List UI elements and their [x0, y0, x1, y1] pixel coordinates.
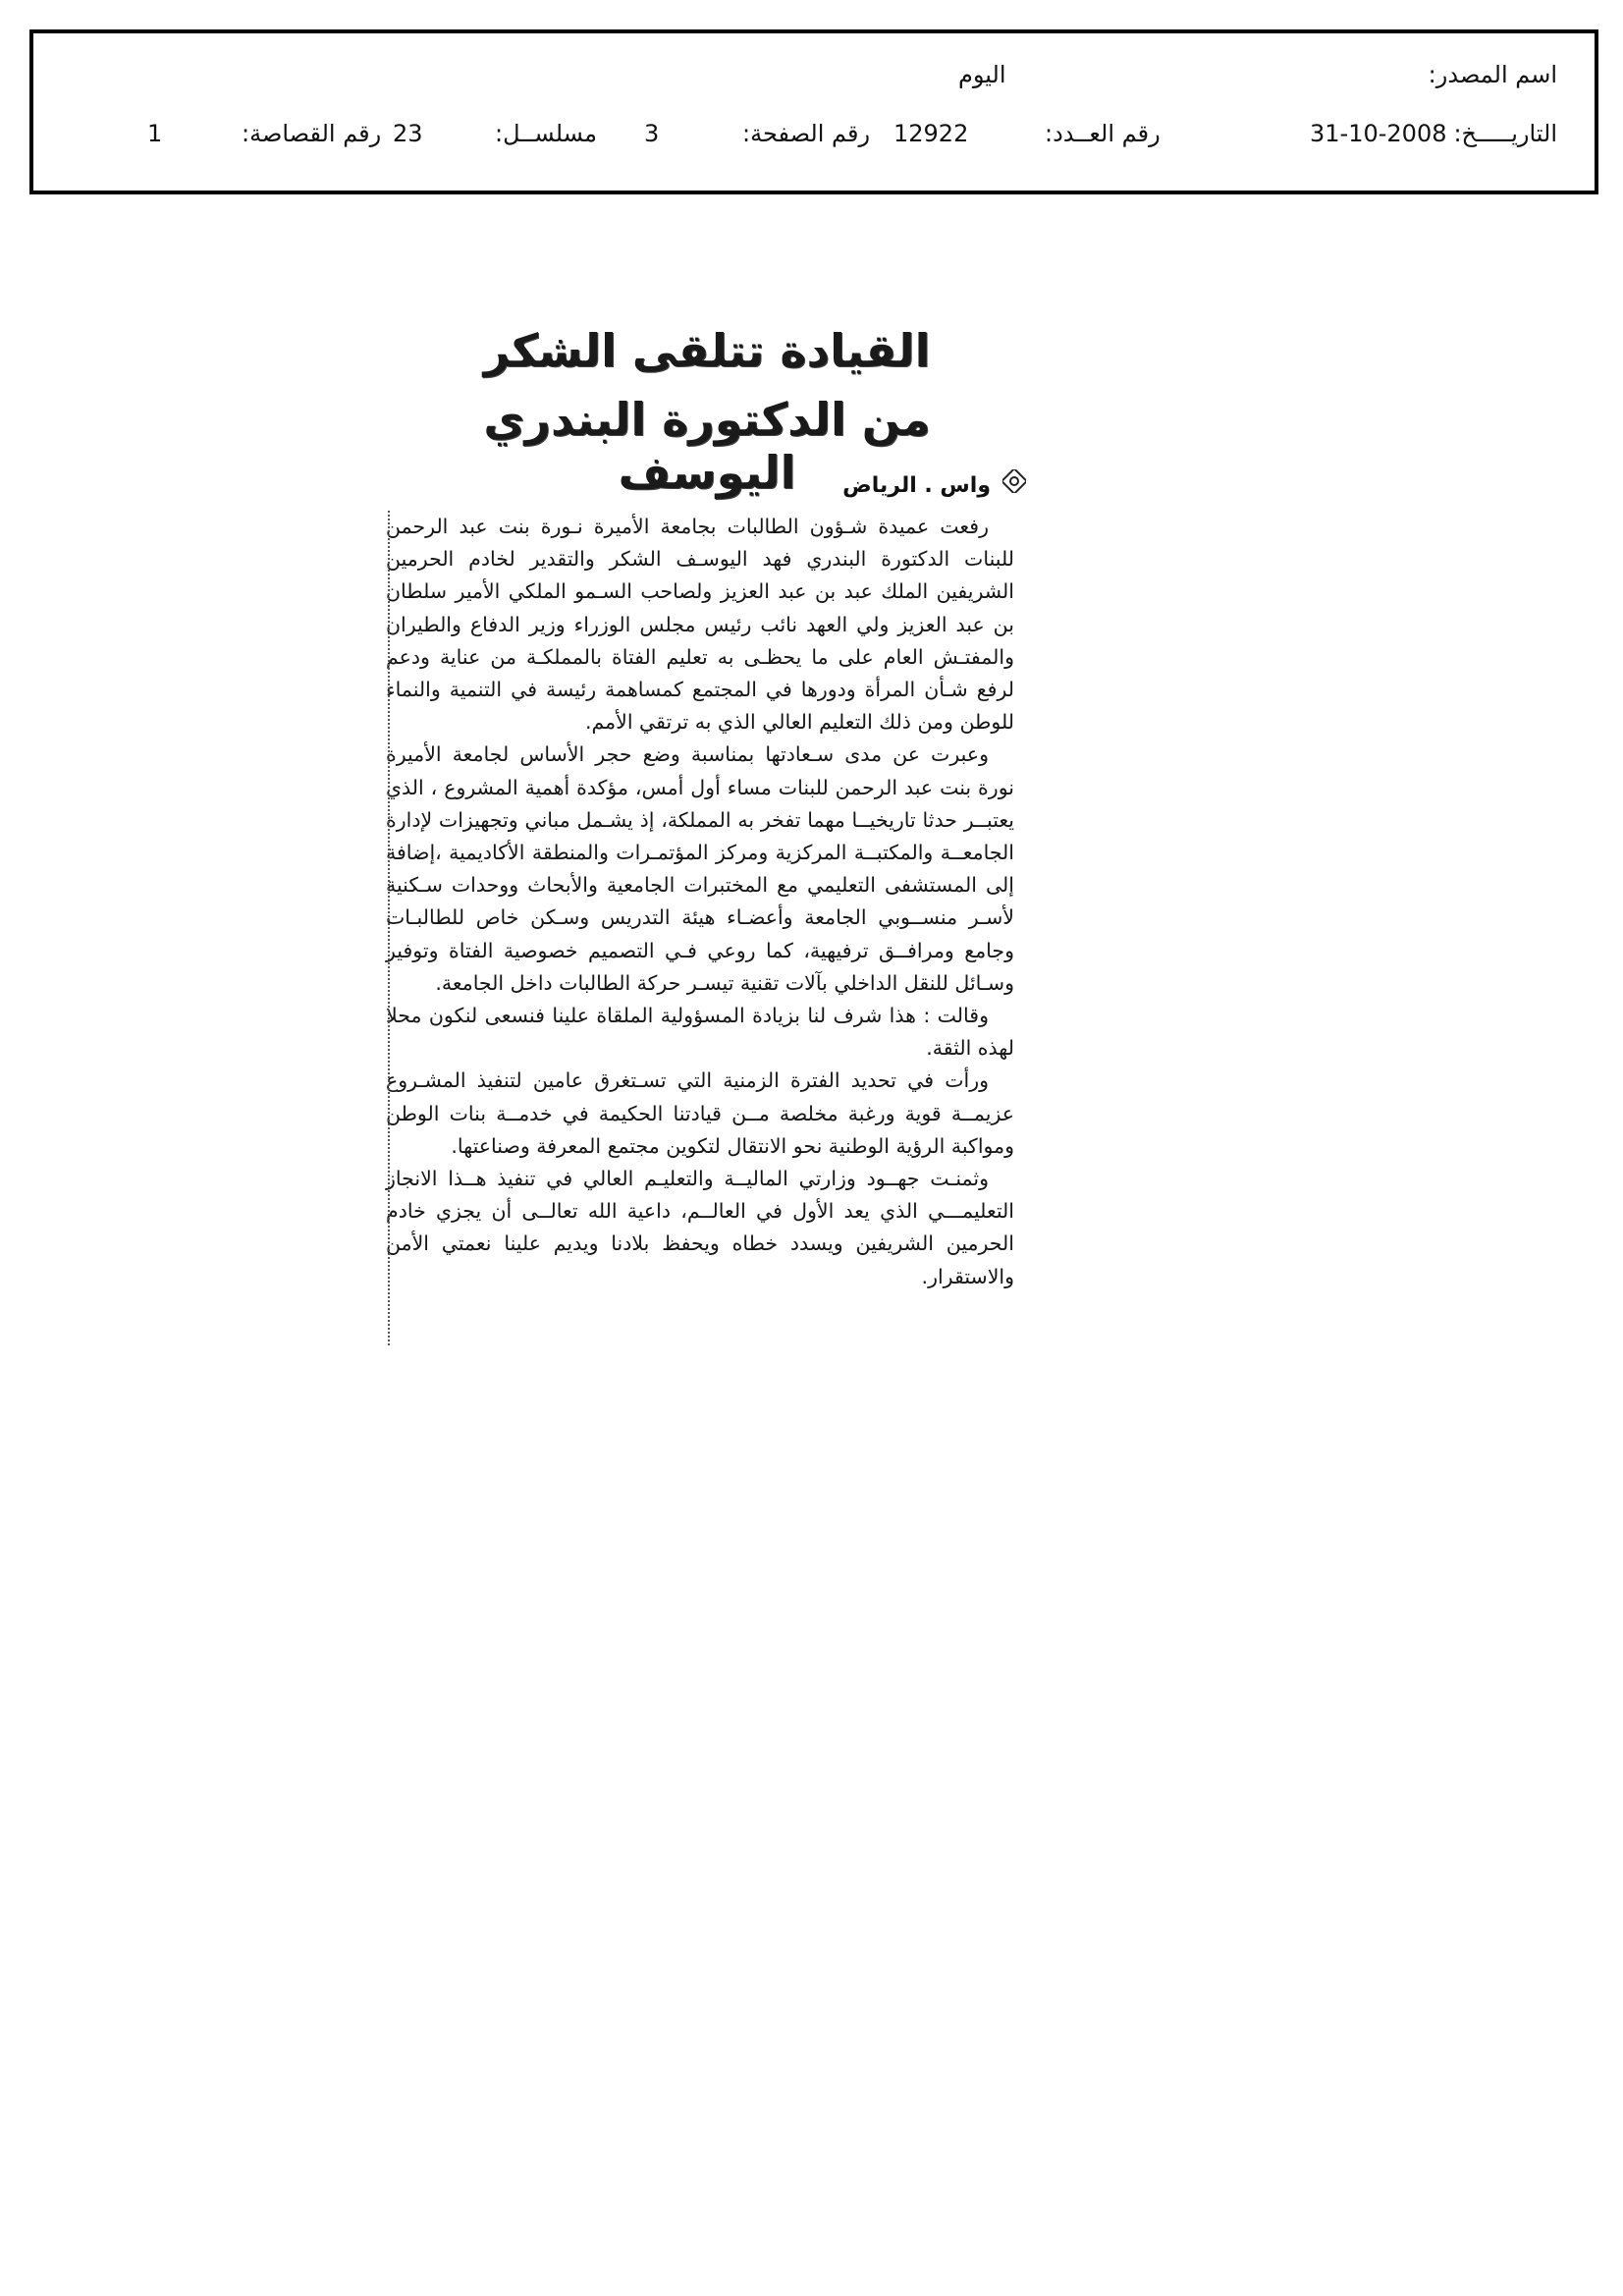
clip-label: رقم القصاصة:	[242, 120, 382, 147]
paragraph-2: وعبرت عن مدى سـعادتها بمناسبة وضع حجر الأساس لجامعة الأميرة نورة بنت عبد الرحمن للبنات مساء أول أمس، مؤكدة أهمية المشروع ، الذي يعتبــر حدثا تاريخيــا مهما تفخر به المملكة، إذ يشـمل مباني وتجهيزات لإدارة الجامعــة والمكتبــة المركزية ومركز المؤتمـرات والمنطقة الأكاديمية ،إضافة إلى المستشفى التعليمي مع المختبرات الجامعية والأبحاث ووحدات سـكنية لأسـر منســوبي الجامعة وأعضـاء هيئة التدريس وسـكن خاص للطالبـات وجامع ومرافــق ترفيهية، كما روعي فـي التصميم خصوصية الفتاة وتوفير وسـائل للنقل الداخلي بآلات تقنية تيسـر حركة الطالبات داخل الجامعة.	[386, 742, 1014, 995]
issue-value: 12922	[893, 120, 969, 147]
page-label: رقم الصفحة:	[742, 120, 871, 147]
clipping-header-box	[29, 29, 1598, 194]
byline: واس . الرياض	[842, 473, 991, 498]
column-rule	[388, 511, 391, 1345]
paragraph-5: وثمنـت جهــود وزارتي الماليــة والتعليـم العالي في تنفيذ هــذا الانجاز التعليمـــي الذي يعد الأول في العالــم، داعية الله تعالــى أن يجزي خادم الحرمين الشريفين ويسدد خطاه ويحفظ بلادنا ويديم علينا نعمتي الأمن والاستقرار.	[386, 1167, 1014, 1288]
page-value: 3	[644, 120, 660, 147]
issue-label: رقم العــدد:	[1045, 120, 1161, 147]
date-value: 31-10-2008	[1310, 120, 1447, 147]
headline-line-1: القيادة تتلقى الشكر	[483, 324, 931, 377]
agency-logo-icon	[1002, 469, 1026, 493]
paragraph-3: وقالت : هذا شرف لنا بزيادة المسؤولية الملقاة علينا فنسعى لنكون محلا لهذه الثقة.	[386, 1004, 1014, 1061]
serial-value: 23	[393, 120, 423, 147]
headline-line-2: من الدكتورة البندري اليوسف	[483, 393, 931, 499]
source-value: اليوم	[958, 61, 1006, 88]
paragraph-1: رفعت عميدة شـؤون الطالبات بجامعة الأميرة نـورة بنت عبد الرحمن للبنات الدكتورة البندري فهد اليوسـف الشكر والتقدير لخادم الحرمين الشريفين الملك عبد بن عبد العزيز ولصاحب السـمو الملكي الأمير سلطان بن عبد العزيز ولي العهد نائب رئيس مجلس الوزراء وزير الدفاع والطيران والمفتـش العام على ما يحظـى به تعليم الفتاة بالمملكـة من عناية ودعم لرفع شـأن المرأة ودورها في المجتمع كمساهمة رئيسة في التنمية والنماء للوطن ومن ذلك التعليم العالي الذي به ترتقي الأمم.	[386, 515, 1014, 735]
date-label: التاريـــــخ:	[1453, 120, 1557, 147]
news-article	[388, 295, 1026, 1375]
paragraph-4: ورأت في تحديد الفترة الزمنية التي تسـتغرق عامين لتنفيذ المشـروع عزيمــة قوية ورغبة مخلصة مــن قيادتنا الحكيمة في خدمــة بنات الوطن ومواكبة الرؤية الوطنية نحو الانتقال لتكوين مجتمع المعرفة وصناعتها.	[386, 1068, 1014, 1158]
serial-label: مسلســل:	[495, 120, 597, 147]
article-body	[386, 511, 1014, 1293]
source-label: اسم المصدر:	[1428, 61, 1557, 88]
clip-value: 1	[147, 120, 163, 147]
